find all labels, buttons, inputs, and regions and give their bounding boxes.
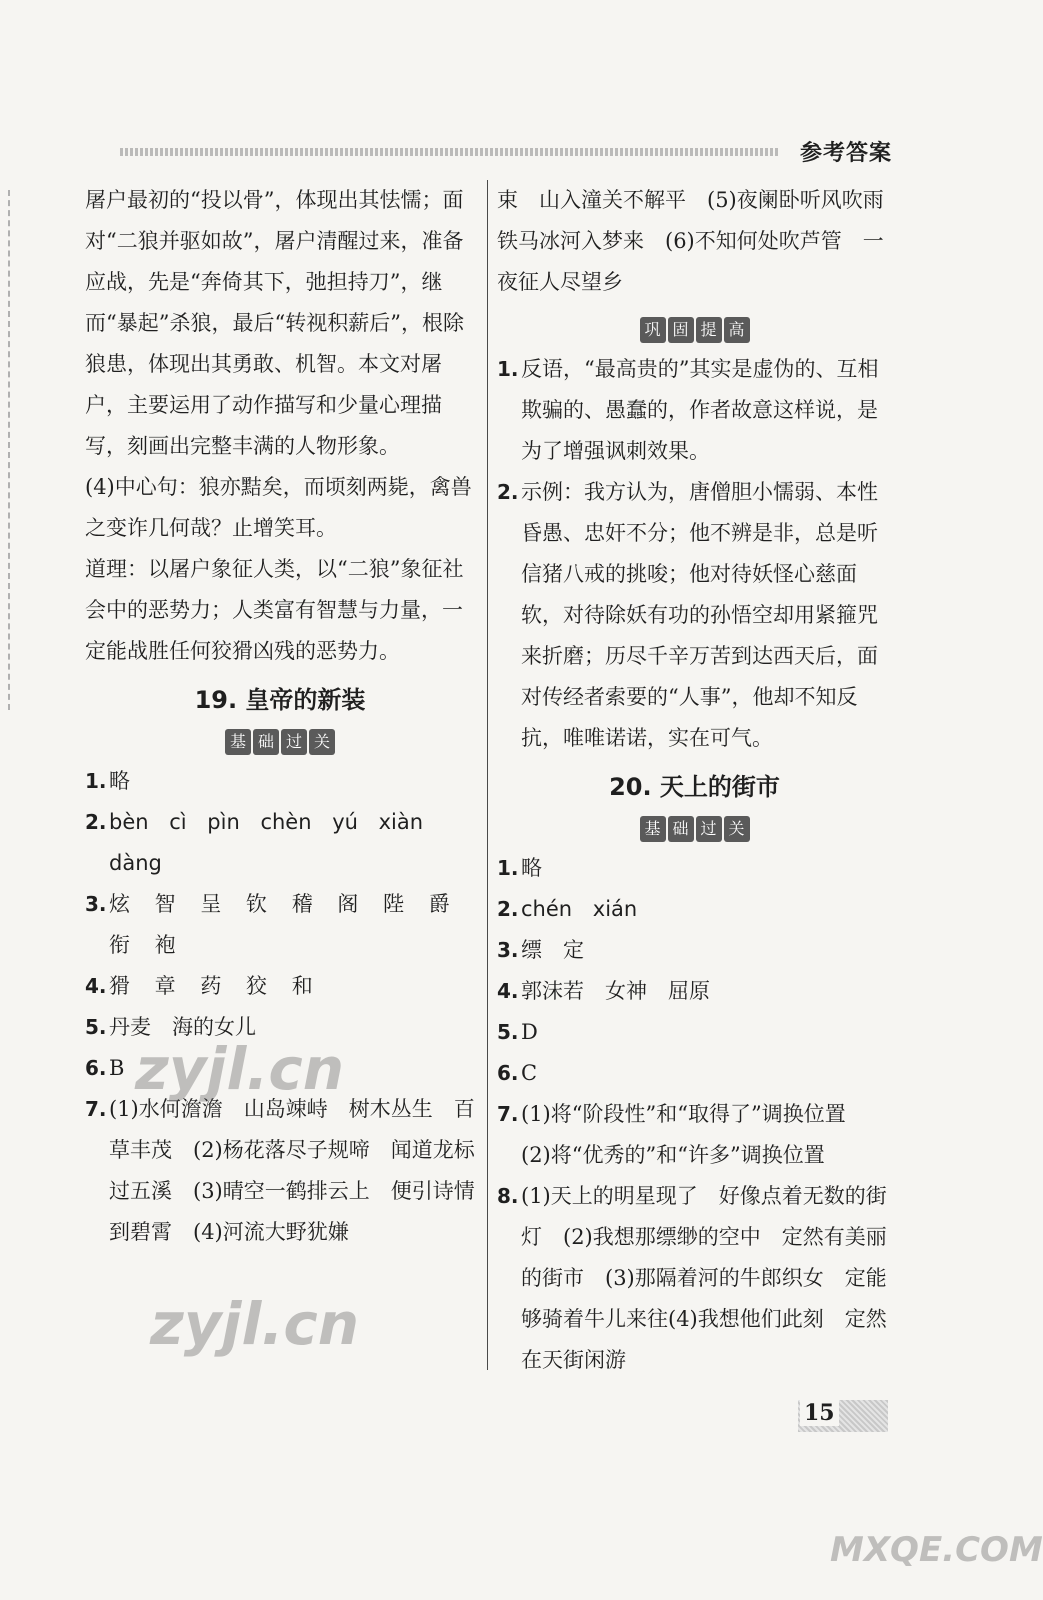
answer-item	[85, 966, 475, 1007]
item-number: 4.	[85, 974, 107, 998]
item-text: 缥 定	[521, 938, 584, 962]
answer-item	[497, 1012, 892, 1053]
section-title-19: 19. 皇帝的新装	[194, 686, 366, 714]
page-number: 15	[800, 1400, 839, 1426]
item-number: 7.	[85, 1097, 107, 1121]
item-text: 略	[521, 856, 542, 880]
intro-paragraph: 束 山入潼关不解平 (5)夜阑卧听风吹雨 铁马冰河入梦来 (6)不知何处吹芦管 一夜征人尽望乡	[497, 188, 905, 294]
badge-char: 础	[668, 816, 694, 842]
section-badge	[85, 725, 475, 755]
item-number: 2.	[85, 810, 107, 834]
item-number: 4.	[497, 979, 519, 1003]
item-text: 丹麦 海的女儿	[109, 1015, 256, 1039]
item-text: bèn cì pìn chèn yú xiàn dàng	[109, 810, 424, 875]
item-number: 6.	[497, 1061, 519, 1085]
item-number: 7.	[497, 1102, 519, 1126]
item-text: 示例：我方认为，唐僧胆小懦弱、本性昏愚、忠奸不分；他不辨是非，总是听信猪八戒的挑唆；他对待妖怪心慈面软，对待除妖有功的孙悟空却用紧箍咒来折磨；历尽千辛万苦到达西天后，面对传经者索要的“人事”，他却不知反抗，唯唯诺诺，实在可气。	[521, 480, 878, 750]
section-badge	[497, 812, 892, 842]
badge-char: 基	[640, 816, 666, 842]
badge-char: 过	[696, 816, 722, 842]
badge-char: 高	[724, 317, 750, 343]
item-number: 5.	[85, 1015, 107, 1039]
item-number: 3.	[497, 938, 519, 962]
item-text: 略	[109, 769, 130, 793]
answer-item	[85, 761, 475, 802]
item-number: 2.	[497, 897, 519, 921]
intro-paragraph: 道理：以屠户象征人类，以“二狼”象征社会中的恶势力；人类富有智慧与力量，一定能战胜任何狡猾凶残的恶势力。	[85, 557, 464, 663]
item-text: 郭沫若 女神 屈原	[521, 979, 710, 1003]
item-text: (1)将“阶段性”和“取得了”调换位置	[521, 1102, 846, 1126]
item-text: D	[521, 1020, 538, 1044]
answer-item	[85, 1089, 475, 1253]
answer-item	[497, 1094, 892, 1135]
watermark: MXQE.COM	[830, 1530, 1043, 1570]
answer-item	[85, 802, 475, 884]
badge-char: 关	[309, 729, 335, 755]
item-text: (2)将“优秀的”和“许多”调换位置	[521, 1143, 825, 1167]
item-text: chén xián	[521, 897, 638, 921]
badge-char: 过	[281, 729, 307, 755]
watermark: zyjl.cn	[150, 1290, 360, 1358]
item-number: 3.	[85, 892, 107, 916]
item-text: 炫 智 呈 钦 稽 阁 陛 爵 衔 袍	[109, 892, 450, 957]
item-text: (1)水何澹澹 山岛竦峙 树木丛生 百草丰茂 (2)杨花落尽子规啼 闻道龙标过五溪 (3)晴空一鹤排云上 便引诗情到碧霄 (4)河流大野犹嫌	[109, 1097, 475, 1244]
section-title-20: 20. 天上的街市	[609, 773, 780, 801]
item-number: 1.	[497, 856, 519, 880]
watermark: zyjl.cn	[135, 1035, 345, 1103]
page-number-box	[798, 1400, 888, 1432]
item-text: B	[109, 1056, 125, 1080]
answer-item	[85, 884, 475, 966]
binding-edge	[8, 190, 10, 710]
page-header-title: 参考答案	[800, 141, 893, 166]
answer-item	[497, 472, 892, 759]
badge-char: 提	[696, 317, 722, 343]
item-text: 反语，“最高贵的”其实是虚伪的、互相欺骗的、愚蠢的，作者故意这样说，是为了增强讽刺效果。	[521, 357, 879, 463]
item-text: (1)天上的明星现了 好像点着无数的街灯 (2)我想那缥缈的空中 定然有美丽的街市 (3)那隔着河的牛郎织女 定能够骑着牛儿来往(4)我想他们此刻 定然在天街闲游	[521, 1184, 887, 1372]
badge-char: 固	[668, 317, 694, 343]
item-number: 2.	[497, 480, 519, 504]
item-number	[497, 1135, 521, 1176]
answer-item	[497, 971, 892, 1012]
item-number: 6.	[85, 1056, 107, 1080]
item-text: C	[521, 1061, 538, 1085]
answer-item	[497, 1053, 892, 1094]
answer-item	[497, 930, 892, 971]
column-divider	[487, 180, 488, 1370]
answer-item	[497, 848, 892, 889]
item-number: 1.	[85, 769, 107, 793]
item-number: 1.	[497, 357, 519, 381]
intro-paragraph: (4)中心句：狼亦黠矣，而顷刻两毙，禽兽之变诈几何哉？止增笑耳。	[85, 475, 472, 540]
item-number: 5.	[497, 1020, 519, 1044]
header-rule	[120, 148, 780, 156]
answer-item	[497, 349, 892, 472]
item-number: 8.	[497, 1184, 519, 1208]
section-badge	[497, 313, 892, 343]
right-column	[497, 180, 905, 1381]
item-text: 猾 章 药 狡 和	[109, 974, 313, 998]
answer-item	[497, 1176, 892, 1381]
badge-char: 巩	[640, 317, 666, 343]
answer-item	[497, 1135, 892, 1176]
answer-item	[497, 889, 892, 930]
badge-char: 关	[724, 816, 750, 842]
intro-paragraph: 屠户最初的“投以骨”，体现出其怯懦；面对“二狼并驱如故”，屠户清醒过来，准备应战，先是“奔倚其下，弛担持刀”，继而“暴起”杀狼，最后“转视积薪后”，根除狼患，体现出其勇敢、机智。本文对屠户，主要运用了动作描写和少量心理描写，刻画出完整丰满的人物形象。	[85, 188, 464, 458]
badge-char: 础	[253, 729, 279, 755]
badge-char: 基	[225, 729, 251, 755]
